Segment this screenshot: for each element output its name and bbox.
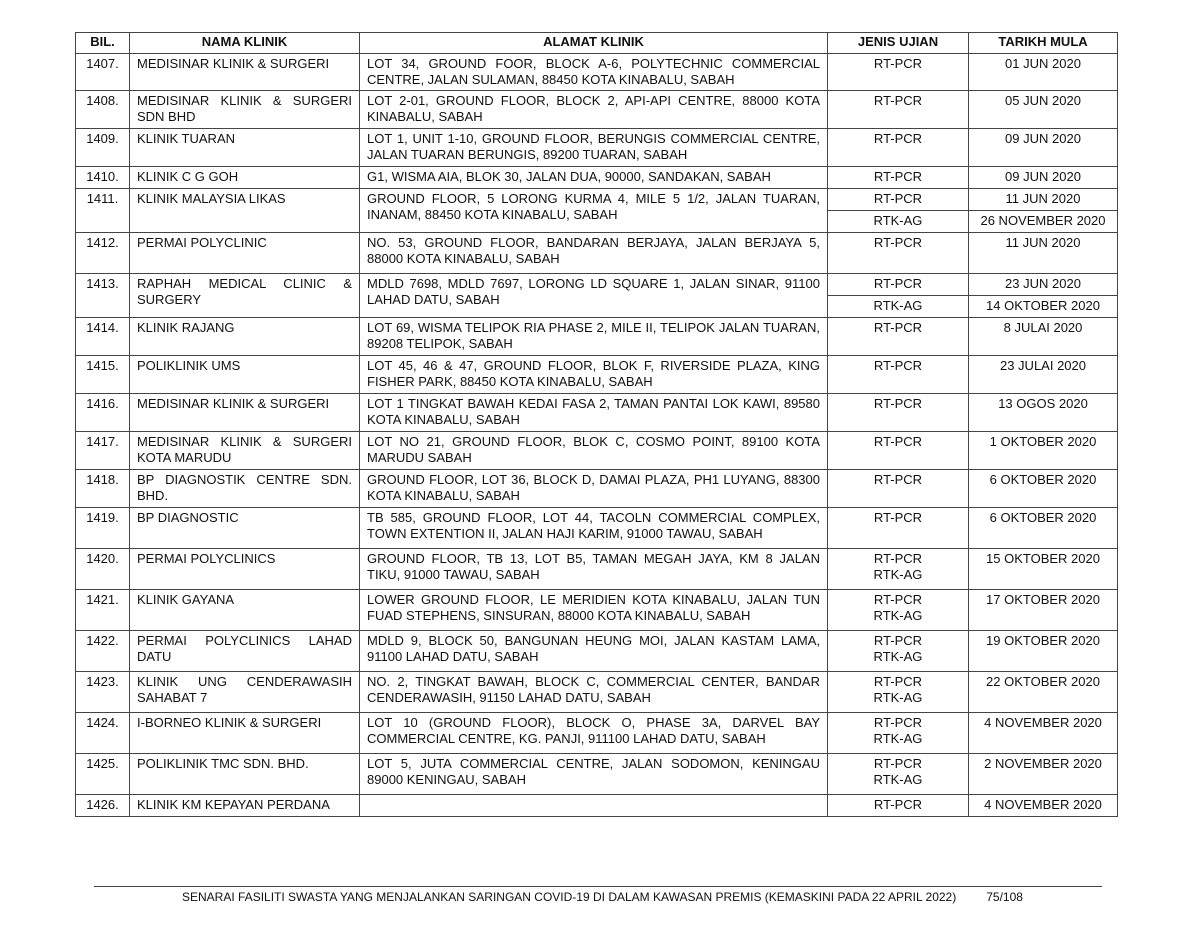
cell-bil: 1407. bbox=[76, 54, 130, 91]
table-row bbox=[76, 549, 1118, 590]
jenis-line: RT-PCR bbox=[873, 592, 923, 607]
cell-bil: 1415. bbox=[76, 356, 130, 394]
jenis-line: RT-PCR bbox=[873, 551, 923, 566]
clinic-table bbox=[75, 32, 1118, 817]
cell-bil: 1408. bbox=[76, 91, 130, 129]
cell-bil: 1419. bbox=[76, 508, 130, 549]
cell-tarikh-mula: 15 OKTOBER 2020 bbox=[969, 549, 1118, 590]
cell-tarikh-mula: 4 NOVEMBER 2020 bbox=[969, 713, 1118, 754]
jenis-line: RTK-AG bbox=[873, 772, 923, 787]
cell-tarikh-mula: 01 JUN 2020 bbox=[969, 54, 1118, 91]
jenis-line: RTK-AG bbox=[873, 649, 923, 664]
cell-tarikh-mula: 05 JUN 2020 bbox=[969, 91, 1118, 129]
cell-nama-klinik: KLINIK TUARAN bbox=[130, 129, 360, 167]
table-row bbox=[76, 394, 1118, 432]
cell-nama-klinik: KLINIK GAYANA bbox=[130, 590, 360, 631]
jenis-line: RTK-AG bbox=[873, 690, 923, 705]
jenis-line: RT-PCR bbox=[873, 674, 923, 689]
cell-bil: 1414. bbox=[76, 318, 130, 356]
cell-alamat-klinik: GROUND FLOOR, 5 LORONG KURMA 4, MILE 5 1/2, JALAN TUARAN, INANAM, 88450 KOTA KINABALU, SABAH bbox=[360, 189, 828, 233]
cell-alamat-klinik bbox=[360, 795, 828, 817]
cell-alamat-klinik: G1, WISMA AIA, BLOK 30, JALAN DUA, 90000, SANDAKAN, SABAH bbox=[360, 167, 828, 189]
cell-tarikh-mula: 22 OKTOBER 2020 bbox=[969, 672, 1118, 713]
cell-jenis-ujian: RT-PCR bbox=[828, 233, 969, 274]
cell-nama-klinik: MEDISINAR KLINIK & SURGERI bbox=[130, 54, 360, 91]
cell-jenis-ujian: RTK-AG bbox=[828, 296, 969, 318]
cell-bil: 1423. bbox=[76, 672, 130, 713]
page-number: 75/108 bbox=[986, 890, 1023, 904]
table-row bbox=[76, 356, 1118, 394]
table-row bbox=[76, 54, 1118, 91]
table-row bbox=[76, 274, 1118, 296]
cell-nama-klinik: MEDISINAR KLINIK & SURGERI bbox=[130, 394, 360, 432]
cell-jenis-ujian: RT-PCR bbox=[828, 318, 969, 356]
table-row bbox=[76, 91, 1118, 129]
header-jenis-ujian: JENIS UJIAN bbox=[828, 33, 969, 54]
cell-tarikh-mula: 6 OKTOBER 2020 bbox=[969, 508, 1118, 549]
cell-bil: 1409. bbox=[76, 129, 130, 167]
cell-bil: 1418. bbox=[76, 470, 130, 508]
cell-jenis-ujian: RT-PCR bbox=[828, 167, 969, 189]
cell-alamat-klinik: LOT 2-01, GROUND FLOOR, BLOCK 2, API-API CENTRE, 88000 KOTA KINABALU, SABAH bbox=[360, 91, 828, 129]
cell-alamat-klinik: TB 585, GROUND FLOOR, LOT 44, TACOLN COMMERCIAL COMPLEX, TOWN EXTENTION II, JALAN HAJI KARIM, 91000 TAWAU, SABAH bbox=[360, 508, 828, 549]
cell-tarikh-mula: 09 JUN 2020 bbox=[969, 129, 1118, 167]
cell-nama-klinik: KLINIK C G GOH bbox=[130, 167, 360, 189]
jenis-line: RT-PCR bbox=[873, 633, 923, 648]
cell-nama-klinik: MEDISINAR KLINIK & SURGERI SDN BHD bbox=[130, 91, 360, 129]
cell-tarikh-mula: 13 OGOS 2020 bbox=[969, 394, 1118, 432]
cell-bil: 1425. bbox=[76, 754, 130, 795]
table-row bbox=[76, 167, 1118, 189]
table-row bbox=[76, 795, 1118, 817]
cell-alamat-klinik: LOT NO 21, GROUND FLOOR, BLOK C, COSMO POINT, 89100 KOTA MARUDU SABAH bbox=[360, 432, 828, 470]
header-tarikh-mula: TARIKH MULA bbox=[969, 33, 1118, 54]
cell-bil: 1412. bbox=[76, 233, 130, 274]
cell-nama-klinik: KLINIK KM KEPAYAN PERDANA bbox=[130, 795, 360, 817]
cell-tarikh-mula: 19 OKTOBER 2020 bbox=[969, 631, 1118, 672]
cell-alamat-klinik: LOT 34, GROUND FOOR, BLOCK A-6, POLYTECHNIC COMMERCIAL CENTRE, JALAN SULAMAN, 88450 KOTA KINABALU, SABAH bbox=[360, 54, 828, 91]
cell-bil: 1410. bbox=[76, 167, 130, 189]
cell-tarikh-mula: 1 OKTOBER 2020 bbox=[969, 432, 1118, 470]
cell-alamat-klinik: MDLD 7698, MDLD 7697, LORONG LD SQUARE 1, JALAN SINAR, 91100 LAHAD DATU, SABAH bbox=[360, 274, 828, 318]
cell-nama-klinik: BP DIAGNOSTIK CENTRE SDN. BHD. bbox=[130, 470, 360, 508]
cell-tarikh-mula: 23 JULAI 2020 bbox=[969, 356, 1118, 394]
cell-tarikh-mula: 17 OKTOBER 2020 bbox=[969, 590, 1118, 631]
table-header-row bbox=[76, 33, 1118, 54]
header-nama-klinik: NAMA KLINIK bbox=[130, 33, 360, 54]
cell-nama-klinik: POLIKLINIK TMC SDN. BHD. bbox=[130, 754, 360, 795]
cell-alamat-klinik: LOWER GROUND FLOOR, LE MERIDIEN KOTA KINABALU, JALAN TUN FUAD STEPHENS, SINSURAN, 88000 KOTA KINABALU, SABAH bbox=[360, 590, 828, 631]
cell-tarikh-mula: 14 OKTOBER 2020 bbox=[969, 296, 1118, 318]
cell-tarikh-mula: 4 NOVEMBER 2020 bbox=[969, 795, 1118, 817]
header-alamat-klinik: ALAMAT KLINIK bbox=[360, 33, 828, 54]
cell-alamat-klinik: LOT 1, UNIT 1-10, GROUND FLOOR, BERUNGIS COMMERCIAL CENTRE, JALAN TUARAN BERUNGIS, 89200 TUARAN, SABAH bbox=[360, 129, 828, 167]
cell-bil: 1411. bbox=[76, 189, 130, 233]
jenis-line: RT-PCR bbox=[873, 756, 923, 771]
table-row bbox=[76, 432, 1118, 470]
cell-tarikh-mula: 11 JUN 2020 bbox=[969, 189, 1118, 211]
cell-jenis-ujian: RT-PCR bbox=[828, 470, 969, 508]
cell-alamat-klinik: LOT 5, JUTA COMMERCIAL CENTRE, JALAN SODOMON, KENINGAU 89000 KENINGAU, SABAH bbox=[360, 754, 828, 795]
cell-alamat-klinik: LOT 69, WISMA TELIPOK RIA PHASE 2, MILE II, TELIPOK JALAN TUARAN, 89208 TELIPOK, SABAH bbox=[360, 318, 828, 356]
cell-nama-klinik: BP DIAGNOSTIC bbox=[130, 508, 360, 549]
cell-jenis-ujian: RT-PCR bbox=[828, 189, 969, 211]
cell-alamat-klinik: GROUND FLOOR, TB 13, LOT B5, TAMAN MEGAH JAYA, KM 8 JALAN TIKU, 91000 TAWAU, SABAH bbox=[360, 549, 828, 590]
cell-bil: 1416. bbox=[76, 394, 130, 432]
cell-jenis-ujian bbox=[828, 590, 969, 631]
cell-jenis-ujian: RTK-AG bbox=[828, 211, 969, 233]
table-row bbox=[76, 508, 1118, 549]
cell-nama-klinik: I-BORNEO KLINIK & SURGERI bbox=[130, 713, 360, 754]
table-row bbox=[76, 713, 1118, 754]
footer-text: SENARAI FASILITI SWASTA YANG MENJALANKAN SARINGAN COVID-19 DI DALAM KAWASAN PREMIS (KEMASKINI PADA 22 APRIL 2022) bbox=[182, 890, 957, 904]
cell-tarikh-mula: 11 JUN 2020 bbox=[969, 233, 1118, 274]
table-row bbox=[76, 189, 1118, 211]
cell-jenis-ujian: RT-PCR bbox=[828, 91, 969, 129]
cell-bil: 1421. bbox=[76, 590, 130, 631]
cell-nama-klinik: PERMAI POLYCLINICS bbox=[130, 549, 360, 590]
cell-jenis-ujian bbox=[828, 631, 969, 672]
cell-tarikh-mula: 2 NOVEMBER 2020 bbox=[969, 754, 1118, 795]
cell-jenis-ujian: RT-PCR bbox=[828, 356, 969, 394]
cell-nama-klinik: PERMAI POLYCLINIC bbox=[130, 233, 360, 274]
cell-tarikh-mula: 23 JUN 2020 bbox=[969, 274, 1118, 296]
cell-jenis-ujian: RT-PCR bbox=[828, 508, 969, 549]
jenis-line: RTK-AG bbox=[873, 731, 923, 746]
cell-alamat-klinik: LOT 45, 46 & 47, GROUND FLOOR, BLOK F, RIVERSIDE PLAZA, KING FISHER PARK, 88450 KOTA KINABALU, SABAH bbox=[360, 356, 828, 394]
cell-nama-klinik: POLIKLINIK UMS bbox=[130, 356, 360, 394]
cell-alamat-klinik: NO. 2, TINGKAT BAWAH, BLOCK C, COMMERCIAL CENTER, BANDAR CENDERAWASIH, 91150 LAHAD DATU, SABAH bbox=[360, 672, 828, 713]
cell-alamat-klinik: GROUND FLOOR, LOT 36, BLOCK D, DAMAI PLAZA, PH1 LUYANG, 88300 KOTA KINABALU, SABAH bbox=[360, 470, 828, 508]
cell-nama-klinik: KLINIK RAJANG bbox=[130, 318, 360, 356]
cell-bil: 1426. bbox=[76, 795, 130, 817]
cell-nama-klinik: KLINIK UNG CENDERAWASIH SAHABAT 7 bbox=[130, 672, 360, 713]
cell-nama-klinik: KLINIK MALAYSIA LIKAS bbox=[130, 189, 360, 233]
cell-tarikh-mula: 8 JULAI 2020 bbox=[969, 318, 1118, 356]
cell-jenis-ujian: RT-PCR bbox=[828, 795, 969, 817]
cell-jenis-ujian bbox=[828, 672, 969, 713]
cell-bil: 1420. bbox=[76, 549, 130, 590]
cell-alamat-klinik: NO. 53, GROUND FLOOR, BANDARAN BERJAYA, JALAN BERJAYA 5, 88000 KOTA KINABALU, SABAH bbox=[360, 233, 828, 274]
cell-nama-klinik: PERMAI POLYCLINICS LAHAD DATU bbox=[130, 631, 360, 672]
cell-tarikh-mula: 26 NOVEMBER 2020 bbox=[969, 211, 1118, 233]
cell-jenis-ujian bbox=[828, 713, 969, 754]
cell-jenis-ujian: RT-PCR bbox=[828, 129, 969, 167]
cell-nama-klinik: MEDISINAR KLINIK & SURGERI KOTA MARUDU bbox=[130, 432, 360, 470]
cell-alamat-klinik: LOT 10 (GROUND FLOOR), BLOCK O, PHASE 3A, DARVEL BAY COMMERCIAL CENTRE, KG. PANJI, 911100 LAHAD DATU, SABAH bbox=[360, 713, 828, 754]
jenis-line: RTK-AG bbox=[873, 608, 923, 623]
cell-alamat-klinik: LOT 1 TINGKAT BAWAH KEDAI FASA 2, TAMAN PANTAI LOK KAWI, 89580 KOTA KINABALU, SABAH bbox=[360, 394, 828, 432]
footer-divider bbox=[94, 886, 1102, 887]
table-row bbox=[76, 590, 1118, 631]
cell-tarikh-mula: 6 OKTOBER 2020 bbox=[969, 470, 1118, 508]
table-row bbox=[76, 129, 1118, 167]
page-footer bbox=[182, 890, 1023, 904]
cell-bil: 1422. bbox=[76, 631, 130, 672]
table-row bbox=[76, 233, 1118, 274]
jenis-line: RTK-AG bbox=[873, 567, 923, 582]
header-bil: BIL. bbox=[76, 33, 130, 54]
table-row bbox=[76, 318, 1118, 356]
cell-tarikh-mula: 09 JUN 2020 bbox=[969, 167, 1118, 189]
table-row bbox=[76, 672, 1118, 713]
cell-jenis-ujian: RT-PCR bbox=[828, 274, 969, 296]
cell-jenis-ujian bbox=[828, 549, 969, 590]
cell-bil: 1413. bbox=[76, 274, 130, 318]
cell-jenis-ujian: RT-PCR bbox=[828, 394, 969, 432]
cell-alamat-klinik: MDLD 9, BLOCK 50, BANGUNAN HEUNG MOI, JALAN KASTAM LAMA, 91100 LAHAD DATU, SABAH bbox=[360, 631, 828, 672]
cell-jenis-ujian bbox=[828, 754, 969, 795]
jenis-line: RT-PCR bbox=[873, 715, 923, 730]
table-row bbox=[76, 754, 1118, 795]
cell-bil: 1417. bbox=[76, 432, 130, 470]
cell-jenis-ujian: RT-PCR bbox=[828, 54, 969, 91]
cell-jenis-ujian: RT-PCR bbox=[828, 432, 969, 470]
table-row bbox=[76, 631, 1118, 672]
table-row bbox=[76, 470, 1118, 508]
cell-nama-klinik: RAPHAH MEDICAL CLINIC & SURGERY bbox=[130, 274, 360, 318]
cell-bil: 1424. bbox=[76, 713, 130, 754]
